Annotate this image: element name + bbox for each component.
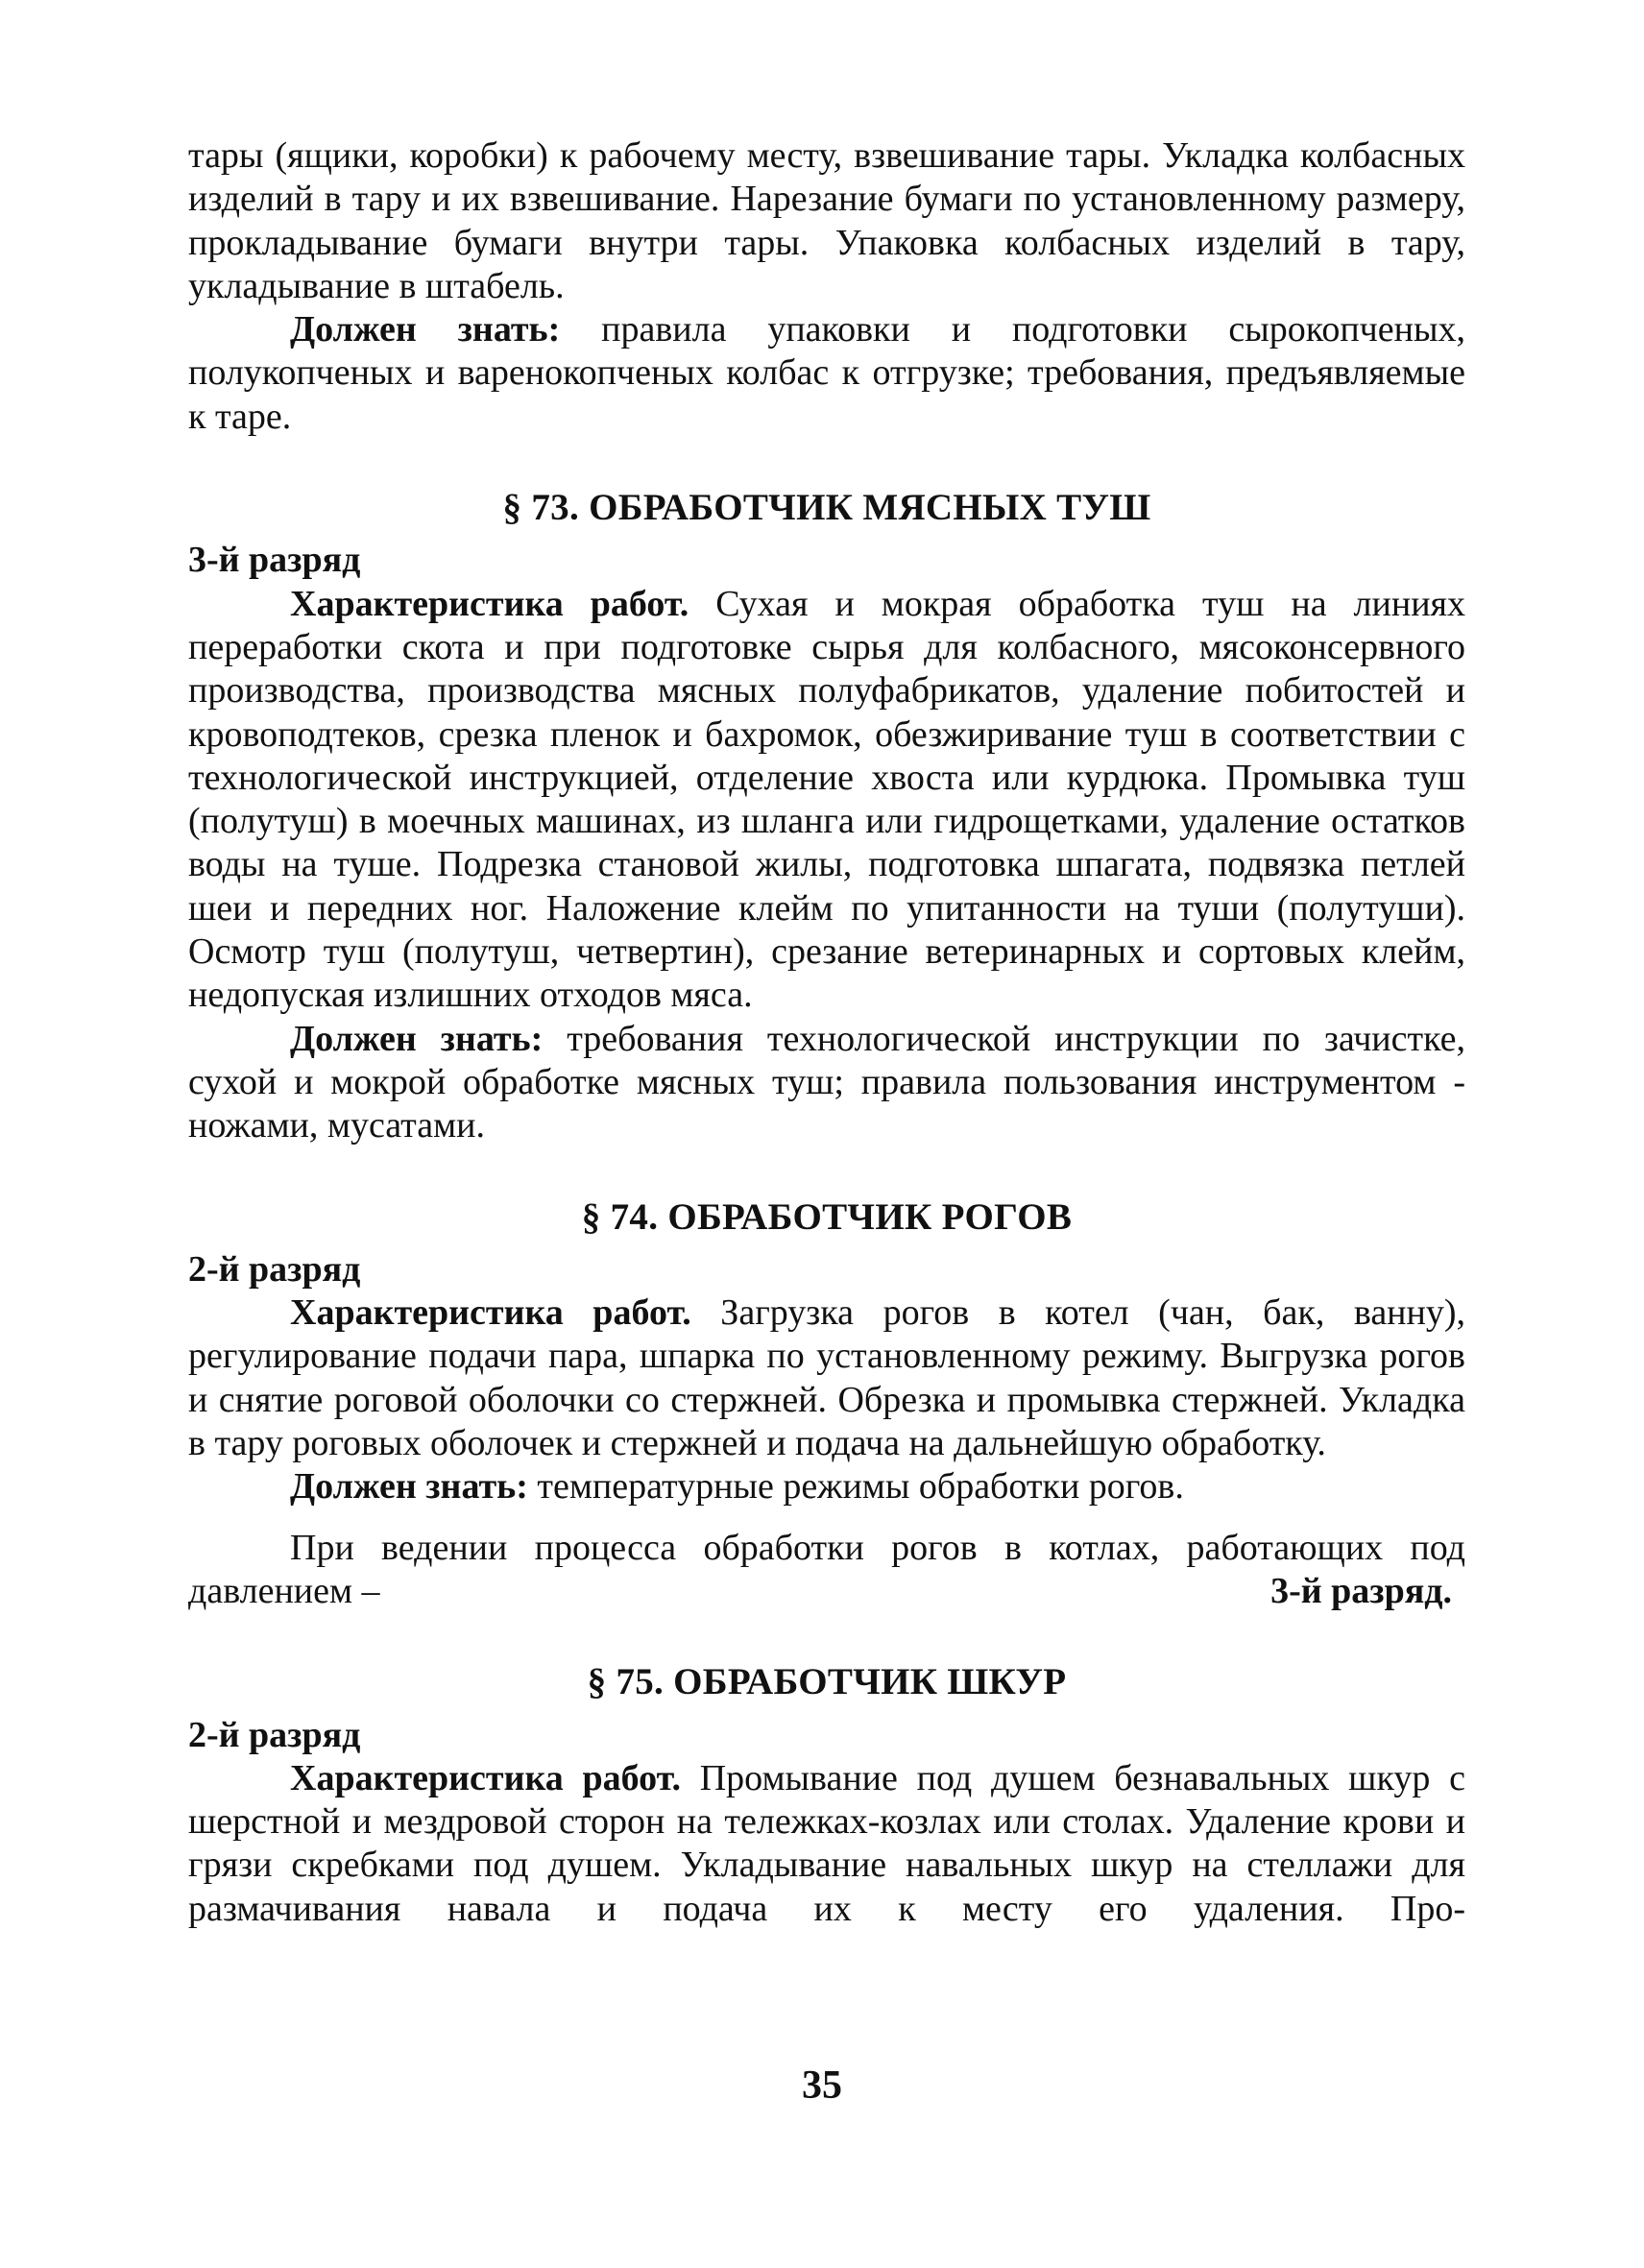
must-know-label: Должен знать:: [290, 1018, 544, 1059]
section-74-must-know: [188, 1465, 1465, 1508]
must-know-text: правила упаковки и подготовки сырокопченых, полукопченых и варенокопченых колбас к отгрузке; требования, предъявляемые к таре.: [188, 309, 1465, 437]
page-number: 35: [802, 2063, 842, 2108]
must-know-label: Должен знать:: [290, 309, 561, 350]
section-73-must-know: [188, 1018, 1465, 1148]
pressure-tail: давлением –: [188, 1570, 380, 1611]
must-know-text: температурные режимы обработки рогов.: [527, 1466, 1184, 1508]
section-74-title: § 74. ОБРАБОТЧИК РОГОВ: [581, 1195, 1073, 1238]
characteristics-text: Промывание под душем безнавальных шкур с шерстной и мездровой сторон на тележках-козлах или столах. Удаление крови и грязи скребками под душем. Укладывание навальных шкур на стеллажи для размачивания навала и подача их к месту его удаления. Про-: [188, 1757, 1465, 1929]
page-body: [188, 134, 1465, 1931]
must-know-text: требования технологической инструкции по зачистке, сухой и мокрой обработке мясных туш; правила пользования инструментом - ножами, мусатами.: [188, 1018, 1466, 1146]
pressure-grade: 3-й разряд.: [1270, 1570, 1452, 1611]
characteristics-text: Сухая и мокрая обработка туш на линиях переработки скота и при подготовке сырья для колбасного, мясоконсервного производства, производства мясных полуфабрикатов, удаление побитостей и кровоподтеков, срезка пленок и бахромок, обезжиривание туш в соответствии с технологической инструкцией, отделение хвоста или курдюка. Промывка туш (полутуш) в моечных машинах, из шланга или гидрощетками, удаление остатков воды на туше. Подрезка становой жилы, подготовка шпагата, подвязка петлей шеи и передних ног. Наложение клейм по упитанности на туши (полутуши). Осмотр туш (полутуш, четвертин), срезание ветеринарных и сортовых клейм, недопуская излишних отходов мяса.: [188, 583, 1466, 1016]
section-75-title: § 75. ОБРАБОТЧИК ШКУР: [587, 1661, 1067, 1703]
section-74-characteristics: [188, 1291, 1465, 1465]
section-73-title: § 73. ОБРАБОТЧИК МЯСНЫХ ТУШ: [502, 487, 1151, 529]
section-74-pressure-line: [188, 1570, 1465, 1613]
section-75-characteristics: [188, 1757, 1465, 1931]
characteristics-label: Характеристика работ.: [290, 1757, 681, 1798]
intro-must-know: [188, 308, 1465, 439]
characteristics-label: Характеристика работ.: [290, 1292, 691, 1334]
section-74-grade: 2-й разряд: [188, 1248, 361, 1290]
characteristics-text: Загрузка рогов в котел (чан, бак, ванну), регулирование подачи пара, шпарка по установленному режиму. Выгрузка рогов и снятие роговой оболочки со стержней. Обрезка и промывка стержней. Укладка в тару роговых оболочек и стержней и подача на дальнейшую обработку.: [188, 1292, 1466, 1464]
section-75-grade: 2-й разряд: [188, 1714, 361, 1755]
section-73-characteristics: [188, 583, 1465, 1018]
section-74-pressure-note: При ведении процесса обработки рогов в котлах, работающих под: [290, 1527, 1465, 1568]
spacer: [188, 1509, 1465, 1527]
intro-paragraph: тары (ящики, коробки) к рабочему месту, взвешивание тары. Укладка колбасных изделий в тару и их взвешивание. Нарезание бумаги по установленному размеру, прокладывание бумаги внутри тары. Упаковка колбасных изделий в тару, укладывание в штабель.: [188, 135, 1465, 306]
characteristics-label: Характеристика работ.: [290, 583, 689, 624]
section-73-grade: 3-й разряд: [188, 540, 361, 581]
must-know-label: Должен знать:: [290, 1466, 528, 1508]
